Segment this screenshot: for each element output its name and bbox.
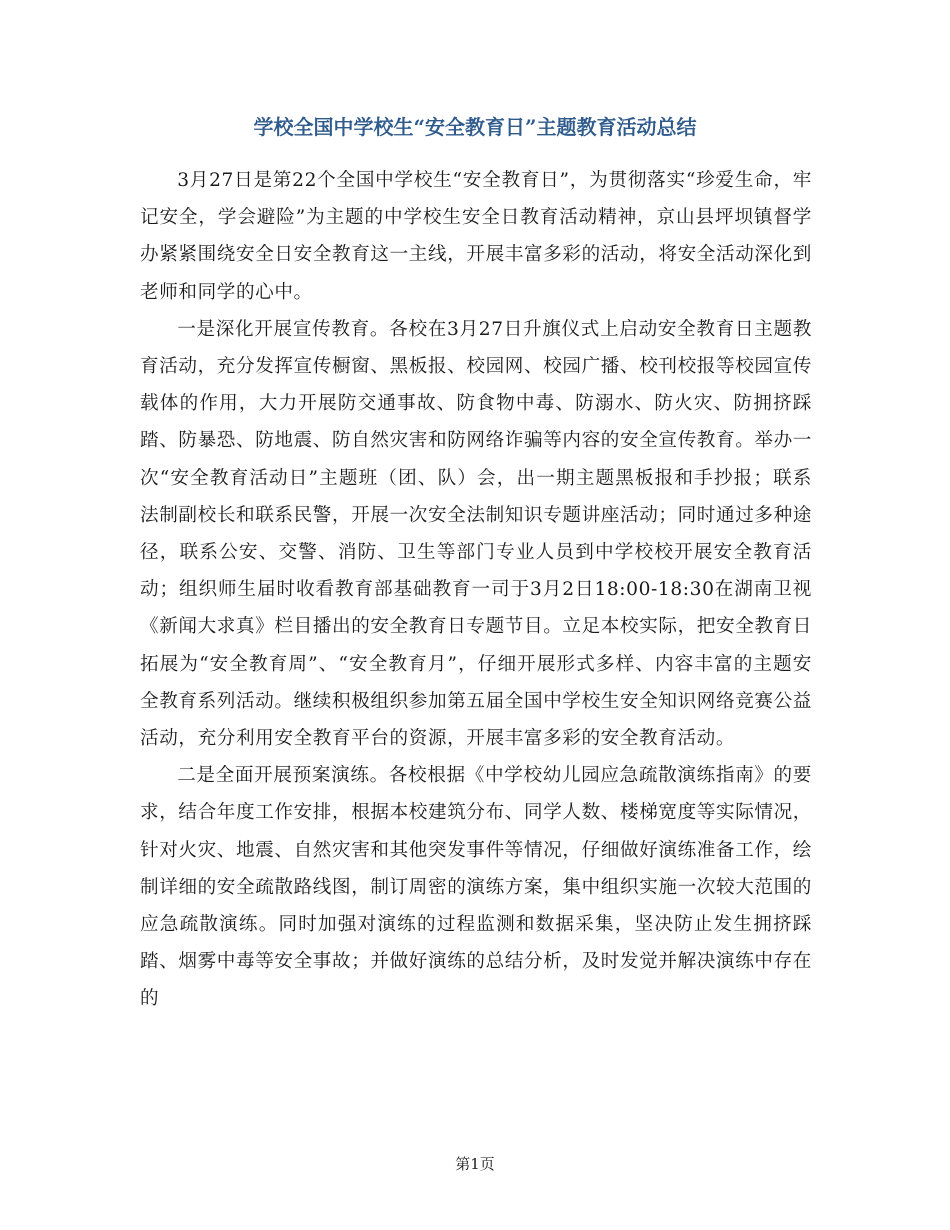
document-title: 学校全国中学校生“安全教育日”主题教育活动总结	[253, 115, 697, 139]
paragraph-drills: 二是全面开展预案演练。各校根据《中学校幼儿园应急疏散演练指南》的要求，结合年度工作安排，根据本校建筑分布、同学人数、楼梯宽度等实际情况，针对火灾、地震、自然灾害和其他突发事件等情况，仔细做好演练准备工作，绘制详细的安全疏散路线图，制订周密的演练方案，集中组织实施一次较大范围的应急疏散演练。同时加强对演练的过程监测和数据采集，坚决防止发生拥挤踩踏、烟雾中毒等安全事故；并做好演练的总结分析，及时发觉并解决演练中存在的	[140, 765, 812, 1010]
paragraph-publicity: 一是深化开展宣传教育。各校在3月27日升旗仪式上启动安全教育日主题教育活动，充分发挥宣传橱窗、黑板报、校园网、校园广播、校刊校报等校园宣传载体的作用，大力开展防交通事故、防食物中毒、防溺水、防火灾、防拥挤踩踏、防暴恐、防地震、防自然灾害和防网络诈骗等内容的安全宣传教育。举办一次“安全教育活动日”主题班（团、队）会，出一期主题黑板报和手抄报；联系法制副校长和联系民警，开展一次安全法制知识专题讲座活动；同时通过多种途径，联系公安、交警、消防、卫生等部门专业人员到中学校校开展安全教育活动；组织师生届时收看教育部基础教育一司于3月2日18:00-18:30在湖南卫视《新闻大求真》栏目播出的安全教育日专题节目。立足本校实际，把安全教育日拓展为“安全教育周”、“安全教育月”，仔细开展形式多样、内容丰富的主题安全教育系列活动。继续积极组织参加第五届全国中学校生安全知识网络竞赛公益活动，充分利用安全教育平台的资源，开展丰富多彩的安全教育活动。	[140, 318, 812, 750]
page-number: 第1页	[455, 1155, 495, 1173]
document-body	[140, 162, 812, 1018]
paragraph-intro: 3月27日是第22个全国中学校生“安全教育日”，为贯彻落实“珍爱生命，牢记安全，学会避险”为主题的中学校生安全日教育活动精神，京山县坪坝镇督学办紧紧围绕安全日安全教育这一主线，开展丰富多彩的活动，将安全活动深化到老师和同学的心中。	[140, 170, 812, 303]
